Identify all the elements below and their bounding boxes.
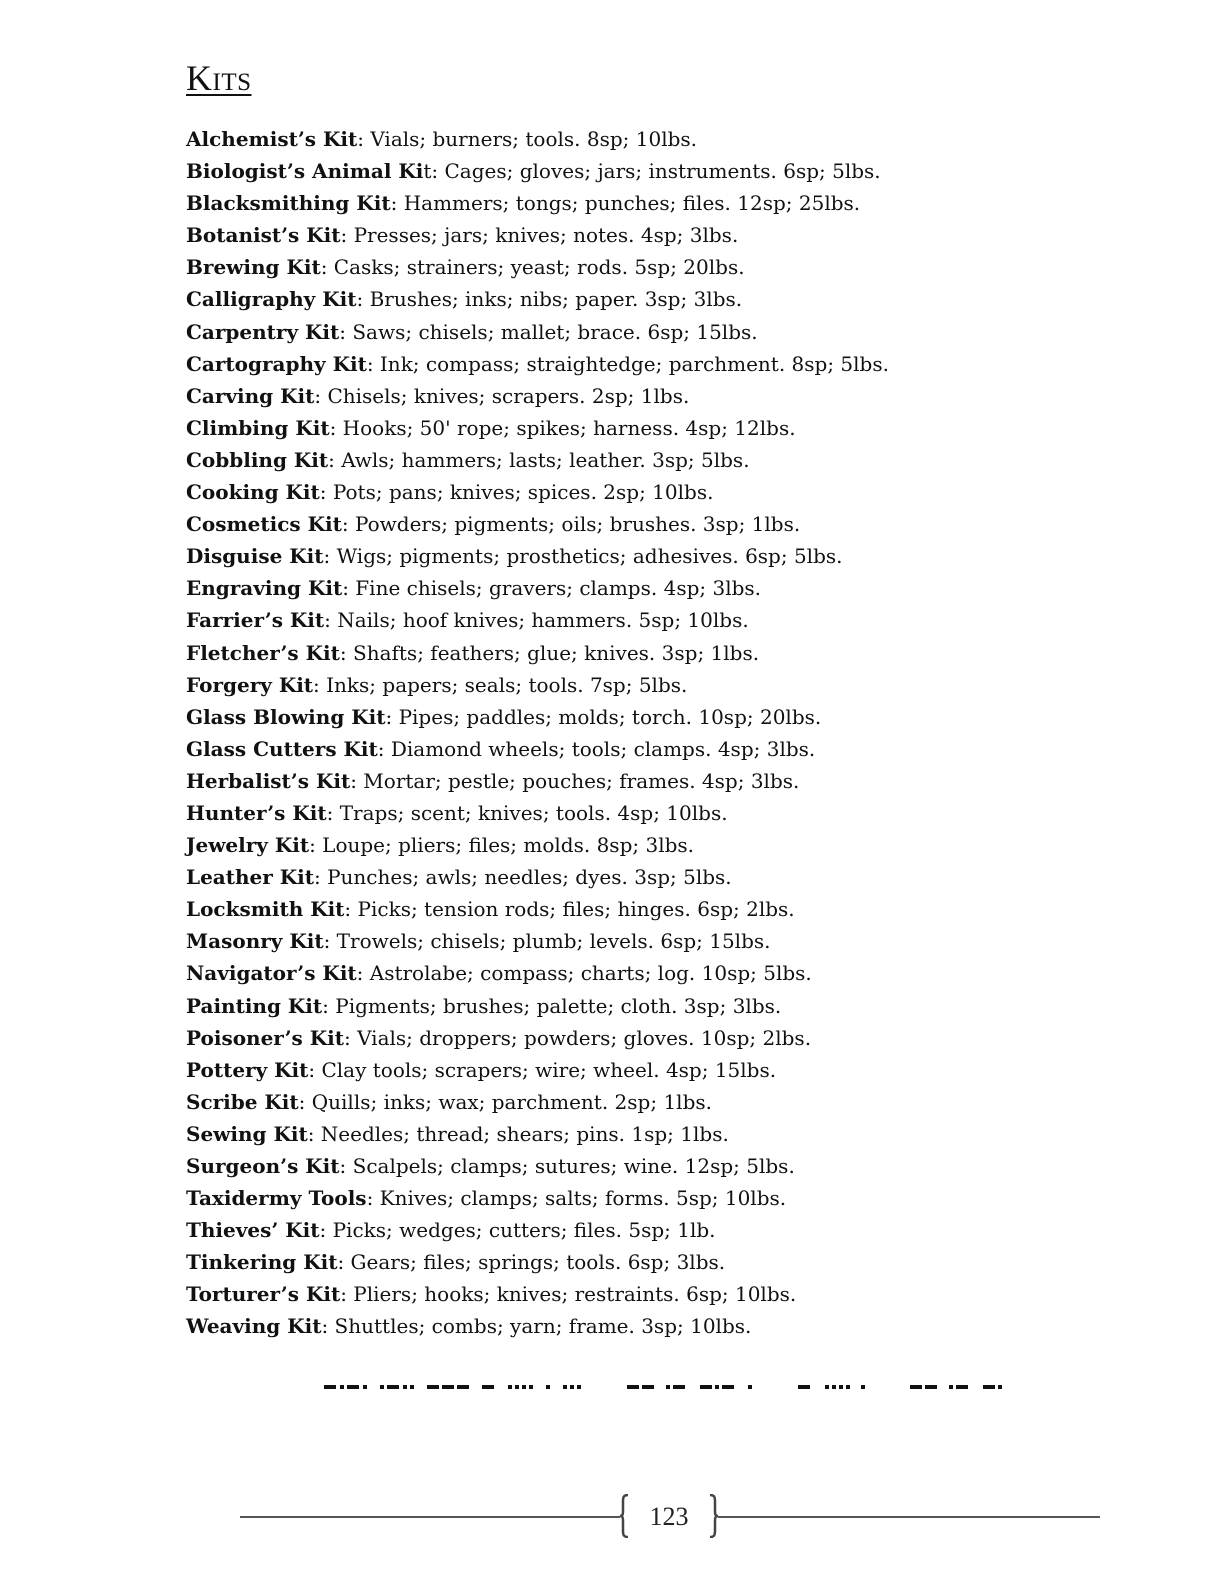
kit-name: Masonry Kit: [186, 929, 324, 954]
kit-entry: [186, 187, 1086, 219]
kit-name: Painting Kit: [186, 993, 323, 1018]
kit-description: : Vials; droppers; powders; gloves. 10sp; 2lbs.: [343, 1025, 812, 1050]
kit-list: [186, 123, 1086, 1343]
kit-description: : Needles; thread; shears; pins. 1sp; 1lbs.: [307, 1121, 729, 1146]
kit-name: Cooking Kit: [186, 480, 320, 505]
kit-description: : Picks; wedges; cutters; files. 5sp; 1lb.: [319, 1218, 716, 1243]
kit-entry: [186, 604, 1086, 636]
kit-name: Brewing Kit: [186, 255, 321, 280]
kit-entry: [186, 155, 1086, 187]
kit-entry: [186, 925, 1086, 957]
kit-description: : Ink; compass; straightedge; parchment. 8sp; 5lbs.: [366, 351, 889, 376]
kit-description: : Traps; scent; knives; tools. 4sp; 10lbs.: [326, 800, 728, 825]
kit-name: Carving Kit: [186, 383, 315, 408]
kit-entry: [186, 508, 1086, 540]
kit-name: Hunter’s Kit: [186, 800, 327, 825]
kit-description: : Awls; hammers; lasts; leather. 3sp; 5lbs.: [328, 447, 750, 472]
kit-description: : Powders; pigments; oils; brushes. 3sp; 1lbs.: [341, 512, 801, 537]
kit-entry: [186, 957, 1086, 989]
kit-name: Cosmetics Kit: [186, 512, 342, 537]
kit-name: Engraving Kit: [186, 576, 343, 601]
kit-entry: [186, 637, 1086, 669]
kit-entry: [186, 476, 1086, 508]
kit-description: : Knives; clamps; salts; forms. 5sp; 10lbs.: [366, 1186, 787, 1211]
kit-description: : Saws; chisels; mallet; brace. 6sp; 15lbs.: [339, 319, 758, 344]
page-number-frame: [620, 1492, 718, 1542]
kit-entry: [186, 283, 1086, 315]
kit-name: Glass Blowing Kit: [186, 704, 386, 729]
kit-entry: [186, 1278, 1086, 1310]
kit-description: : Astrolabe; compass; charts; log. 10sp; 5lbs.: [356, 961, 812, 986]
kit-entry: [186, 829, 1086, 861]
kit-entry: [186, 316, 1086, 348]
page-number: 123: [649, 1502, 689, 1531]
kit-name: Biologist’s Animal Ki: [186, 159, 424, 184]
kit-entry: [186, 572, 1086, 604]
kit-name: Sewing Kit: [186, 1121, 308, 1146]
kit-name: Tinkering Kit: [186, 1250, 338, 1275]
kit-entry: [186, 540, 1086, 572]
kit-description: : Pots; pans; knives; spices. 2sp; 10lbs.: [319, 480, 714, 505]
kit-description: : Trowels; chisels; plumb; levels. 6sp; 15lbs.: [323, 929, 771, 954]
kit-description: : Hooks; 50' rope; spikes; harness. 4sp; 12lbs.: [329, 415, 796, 440]
kit-name: Poisoner’s Kit: [186, 1025, 344, 1050]
kit-name: Calligraphy Kit: [186, 287, 357, 312]
kit-entry: [186, 380, 1086, 412]
kit-name: Farrier’s Kit: [186, 608, 325, 633]
section-heading: Kits: [186, 58, 252, 98]
kit-description: : Fine chisels; gravers; clamps. 4sp; 3lbs.: [342, 576, 762, 601]
kit-description: : Wigs; pigments; prosthetics; adhesives. 6sp; 5lbs.: [323, 544, 843, 569]
kit-name: Alchemist’s Kit: [186, 127, 358, 151]
kit-entry: [186, 733, 1086, 765]
kit-entry: [186, 348, 1086, 380]
kit-description: : Nails; hoof knives; hammers. 5sp; 10lbs.: [324, 608, 749, 633]
kit-name: Jewelry Kit: [186, 833, 310, 858]
kit-description: : Scalpels; clamps; sutures; wine. 12sp; 5lbs.: [339, 1154, 795, 1178]
kit-description: : Pipes; paddles; molds; torch. 10sp; 20lbs.: [385, 704, 822, 729]
kit-name: Carpentry Kit: [186, 319, 340, 344]
kit-entry: [186, 1246, 1086, 1278]
kit-description: : Chisels; knives; scrapers. 2sp; 1lbs.: [314, 383, 690, 408]
kit-name: Cartography Kit: [186, 351, 367, 376]
kit-entry: [186, 797, 1086, 829]
kit-description: : Gears; files; springs; tools. 6sp; 3lbs.: [337, 1250, 726, 1275]
kit-entry: [186, 1182, 1086, 1214]
kit-entry: [186, 1086, 1086, 1118]
kit-entry: [186, 1054, 1086, 1086]
kit-name: Pottery Kit: [186, 1057, 309, 1082]
kit-entry: [186, 219, 1086, 251]
kit-name: Locksmith Kit: [186, 897, 345, 922]
kit-description: : Pigments; brushes; palette; cloth. 3sp; 3lbs.: [322, 993, 782, 1018]
kit-description: : Casks; strainers; yeast; rods. 5sp; 20lbs.: [320, 255, 745, 280]
kit-description: : Shafts; feathers; glue; knives. 3sp; 1lbs.: [339, 640, 760, 665]
kit-description: : Shuttles; combs; yarn; frame. 3sp; 10lbs.: [321, 1314, 752, 1339]
kit-name: Surgeon’s Kit: [186, 1154, 340, 1178]
kit-entry: [186, 1214, 1086, 1246]
kit-description: : Vials; burners; tools. 8sp; 10lbs.: [357, 127, 698, 151]
kit-name: Blacksmithing Kit: [186, 191, 391, 216]
kit-name: Leather Kit: [186, 865, 314, 890]
kit-description: : Picks; tension rods; files; hinges. 6sp; 2lbs.: [344, 897, 795, 922]
kit-entry: [186, 1310, 1086, 1342]
kit-description: : Inks; papers; seals; tools. 7sp; 5lbs.: [313, 672, 688, 697]
kit-entry: [186, 701, 1086, 733]
kit-description: : Mortar; pestle; pouches; frames. 4sp; 3lbs.: [350, 768, 800, 793]
kit-entry: [186, 123, 1086, 155]
kit-name: Climbing Kit: [186, 415, 330, 440]
kit-entry: [186, 1118, 1086, 1150]
kit-description: : Clay tools; scrapers; wire; wheel. 4sp; 15lbs.: [308, 1057, 777, 1082]
kit-name: Glass Cutters Kit: [186, 736, 378, 761]
kit-entry: [186, 765, 1086, 797]
kit-description: : Brushes; inks; nibs; paper. 3sp; 3lbs.: [356, 287, 743, 312]
kit-description: : Diamond wheels; tools; clamps. 4sp; 3lbs.: [377, 736, 816, 761]
kit-description: : Hammers; tongs; punches; files. 12sp; 25lbs.: [390, 191, 861, 216]
left-bracket-icon: [620, 1494, 630, 1538]
morse-divider-ornament: [320, 1376, 1020, 1396]
kit-entry: [186, 1150, 1086, 1182]
kit-entry: [186, 412, 1086, 444]
kit-name: Cobbling Kit: [186, 447, 329, 472]
right-bracket-icon: [708, 1494, 718, 1538]
kit-description: : Pliers; hooks; knives; restraints. 6sp; 10lbs.: [340, 1282, 797, 1307]
kit-entry: [186, 251, 1086, 283]
kit-name: Forgery Kit: [186, 672, 314, 697]
kit-name: Herbalist’s Kit: [186, 768, 351, 793]
page-footer: [240, 1492, 1100, 1542]
kit-description: : Loupe; pliers; files; molds. 8sp; 3lbs.: [309, 833, 695, 858]
kit-name: Torturer’s Kit: [186, 1282, 341, 1307]
kit-name: Botanist’s Kit: [186, 223, 341, 248]
kit-name: Navigator’s Kit: [186, 961, 357, 986]
kit-name: Scribe Kit: [186, 1089, 299, 1114]
kit-description: : Quills; inks; wax; parchment. 2sp; 1lbs.: [298, 1089, 712, 1114]
kit-entry: [186, 444, 1086, 476]
kit-name: Fletcher’s Kit: [186, 640, 340, 665]
kit-entry: [186, 861, 1086, 893]
kit-entry: [186, 1022, 1086, 1054]
kit-description: t: Cages; gloves; jars; instruments. 6sp; 5lbs.: [423, 159, 881, 184]
kit-name: Thieves’ Kit: [186, 1218, 320, 1243]
kit-name: Taxidermy Tools: [186, 1186, 367, 1211]
kit-description: : Presses; jars; knives; notes. 4sp; 3lbs.: [340, 223, 739, 248]
kit-entry: [186, 990, 1086, 1022]
footer-rule-right: [718, 1516, 1100, 1518]
kit-entry: [186, 669, 1086, 701]
kit-entry: [186, 893, 1086, 925]
footer-rule-left: [240, 1516, 620, 1518]
kit-description: : Punches; awls; needles; dyes. 3sp; 5lbs.: [313, 865, 732, 890]
kit-name: Disguise Kit: [186, 544, 324, 569]
kit-name: Weaving Kit: [186, 1314, 322, 1339]
